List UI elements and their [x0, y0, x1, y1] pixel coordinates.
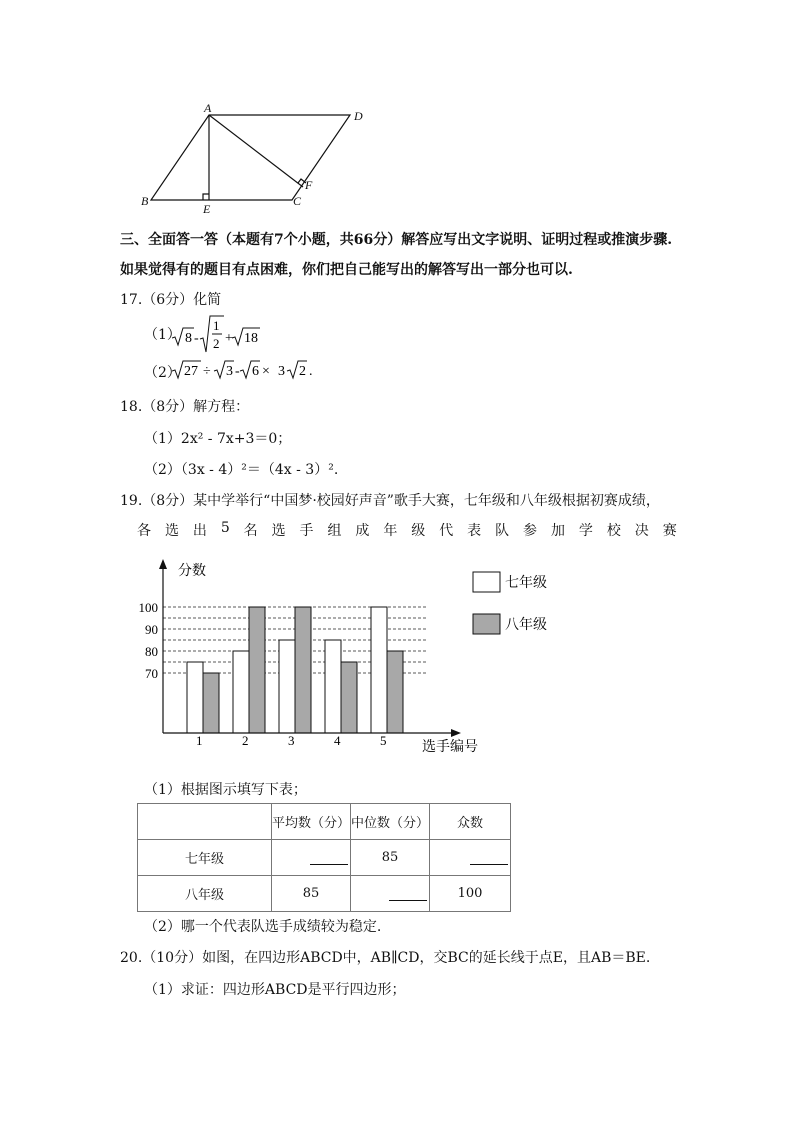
spread-char: 表: [467, 523, 482, 539]
x-axis-label: 选手编号: [422, 740, 478, 755]
table-header-cell: 中位数（分）: [351, 804, 430, 840]
table-cell-blank: [272, 840, 351, 876]
bar-grade8: [249, 607, 265, 733]
y-tick-label: 70: [145, 666, 158, 681]
parallelogram-figure: [130, 100, 370, 220]
spread-char: 手: [299, 523, 314, 539]
minus-sign-2: -: [235, 364, 240, 379]
label-e: E: [203, 202, 211, 216]
period: .: [309, 364, 313, 379]
table-header-cell: 众数: [430, 804, 511, 840]
section-instruction-2: 如果觉得有的题目有点困难，你们把自己能写出的解答写出一部分也可以.: [120, 262, 573, 278]
table-cell: 85: [351, 840, 430, 876]
spread-char: 名: [243, 523, 258, 539]
q17-p1-expression: [172, 312, 272, 356]
x-tick-label: 2: [242, 733, 249, 748]
table-cell: 100: [430, 876, 511, 912]
bar-grade8: [295, 607, 311, 733]
chart-legend: [473, 572, 547, 634]
y-tick-label: 100: [138, 600, 158, 615]
radicand-27: 27: [184, 364, 198, 379]
spread-char: 成: [355, 523, 370, 539]
bar-grade7: [187, 662, 203, 733]
y-tick-label: 90: [145, 622, 158, 637]
spread-char: 参: [523, 523, 538, 539]
table-header-cell: 平均数（分）: [272, 804, 351, 840]
table-row: [138, 876, 511, 912]
score-bar-chart: [130, 557, 570, 757]
bar-grade8: [387, 651, 403, 733]
x-tick-label: 4: [334, 733, 341, 748]
bar-grade7: [233, 651, 249, 733]
q19-header: 19.（8分）某中学举行“中国梦·校园好声音”歌手大赛，七年级和八年级根据初赛成绩，: [120, 493, 660, 509]
spread-char: 决: [634, 523, 649, 539]
radicand-8: 8: [185, 331, 192, 346]
label-a: A: [204, 101, 212, 115]
label-b: B: [141, 194, 149, 208]
x-tick-label: 3: [288, 733, 295, 748]
spread-char: 5: [220, 520, 230, 536]
legend-label: 八年级: [505, 618, 547, 633]
spread-char: 各: [137, 523, 151, 539]
q17-p1-label: （1）: [144, 327, 181, 343]
divide-sign: ÷: [203, 364, 211, 379]
right-angle-mark-e: [203, 194, 209, 200]
q18-header: 18.（8分）解方程：: [120, 399, 250, 415]
frac-denominator: 2: [213, 336, 220, 351]
section-instruction-1: 三、全面答一答（本题有7个小题，共66分）解答应写出文字说明、证明过程或推演步骤.: [120, 232, 673, 248]
y-tick-label: 80: [145, 644, 158, 659]
chart-bars: [187, 607, 403, 733]
table-header-cell: [138, 804, 272, 840]
spread-char: 代: [439, 523, 454, 539]
radicand-2: 2: [299, 364, 306, 379]
parallelogram-abcd: [151, 115, 350, 200]
frac-numerator: 1: [213, 318, 220, 333]
label-d: D: [354, 109, 363, 123]
radicand-3: 3: [226, 364, 233, 379]
q18-part1: （1）2x² - 7x+3＝0；: [144, 431, 292, 447]
bar-grade7: [371, 607, 387, 733]
label-c: C: [293, 194, 302, 208]
table-cell: 85: [272, 876, 351, 912]
q19-part2: （2）哪一个代表队选手成绩较为稳定.: [144, 919, 382, 935]
spread-char: 加: [550, 523, 565, 539]
legend-swatch: [473, 614, 500, 634]
spread-char: 级: [411, 523, 426, 539]
table-cell-blank: [351, 876, 430, 912]
chart-xticks: [196, 733, 387, 748]
x-tick-label: 5: [380, 733, 387, 748]
q20-part1: （1）求证：四边形ABCD是平行四边形；: [144, 982, 406, 998]
spread-char: 队: [495, 523, 510, 539]
spread-char: 年: [383, 523, 398, 539]
times-sign: ×: [262, 364, 270, 379]
q17-p2-expression: [172, 356, 342, 384]
table-cell: 七年级: [138, 840, 272, 876]
spread-char: 选: [271, 523, 286, 539]
y-axis-arrow: [159, 559, 167, 569]
score-table: [137, 803, 511, 912]
table-header-row: [138, 804, 511, 840]
table-row: [138, 840, 511, 876]
x-tick-label: 1: [196, 733, 203, 748]
legend-swatch: [473, 572, 500, 592]
spread-char: 赛: [662, 523, 677, 539]
legend-label: 七年级: [505, 576, 547, 591]
table-cell: 八年级: [138, 876, 272, 912]
plus-sign: +: [225, 331, 233, 346]
q17-p2-label: （2）: [144, 365, 181, 381]
y-axis-label: 分数: [178, 564, 206, 579]
radicand-18: 18: [244, 331, 258, 346]
bar-grade7: [325, 640, 341, 733]
segment-af: [209, 115, 303, 187]
q17-header: 17.（6分）化简: [120, 292, 222, 308]
q20-header: 20.（10分）如图，在四边形ABCD中，AB∥CD，交BC的延长线于点E，且AB＝BE.: [120, 950, 651, 966]
chart-yticks: [139, 600, 159, 681]
spread-char: 学: [578, 523, 593, 539]
q18-part2: （2）（3x - 4）²＝（4x - 3）².: [144, 462, 339, 478]
spread-char: 校: [606, 523, 621, 539]
table-cell-blank: [430, 840, 511, 876]
x-axis-arrow: [451, 729, 461, 737]
q19-line2: [137, 520, 677, 540]
coefficient-3: 3: [278, 364, 285, 379]
bar-grade8: [341, 662, 357, 733]
spread-char: 选: [164, 523, 179, 539]
radicand-6: 6: [252, 364, 259, 379]
label-f: F: [305, 178, 313, 192]
q19-part1: （1）根据图示填写下表；: [144, 782, 307, 798]
minus-sign: -: [194, 331, 199, 346]
bar-grade8: [203, 673, 219, 733]
bar-grade7: [279, 640, 295, 733]
spread-char: 组: [327, 523, 342, 539]
spread-char: 出: [192, 523, 207, 539]
